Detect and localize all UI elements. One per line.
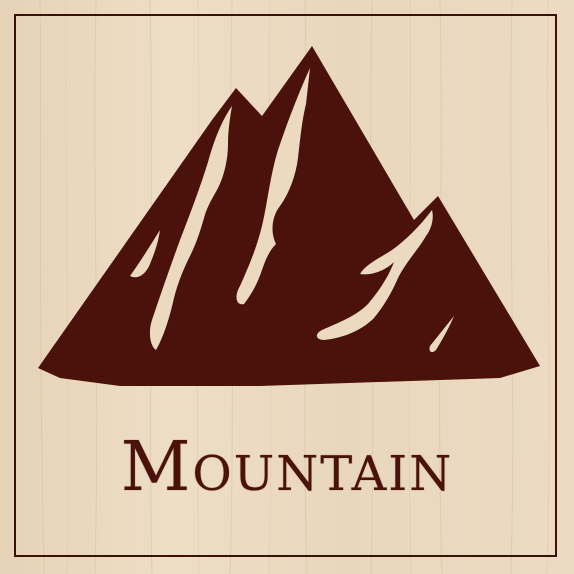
caption-text: Mountain	[120, 428, 454, 507]
mountain-silhouette	[38, 46, 540, 386]
